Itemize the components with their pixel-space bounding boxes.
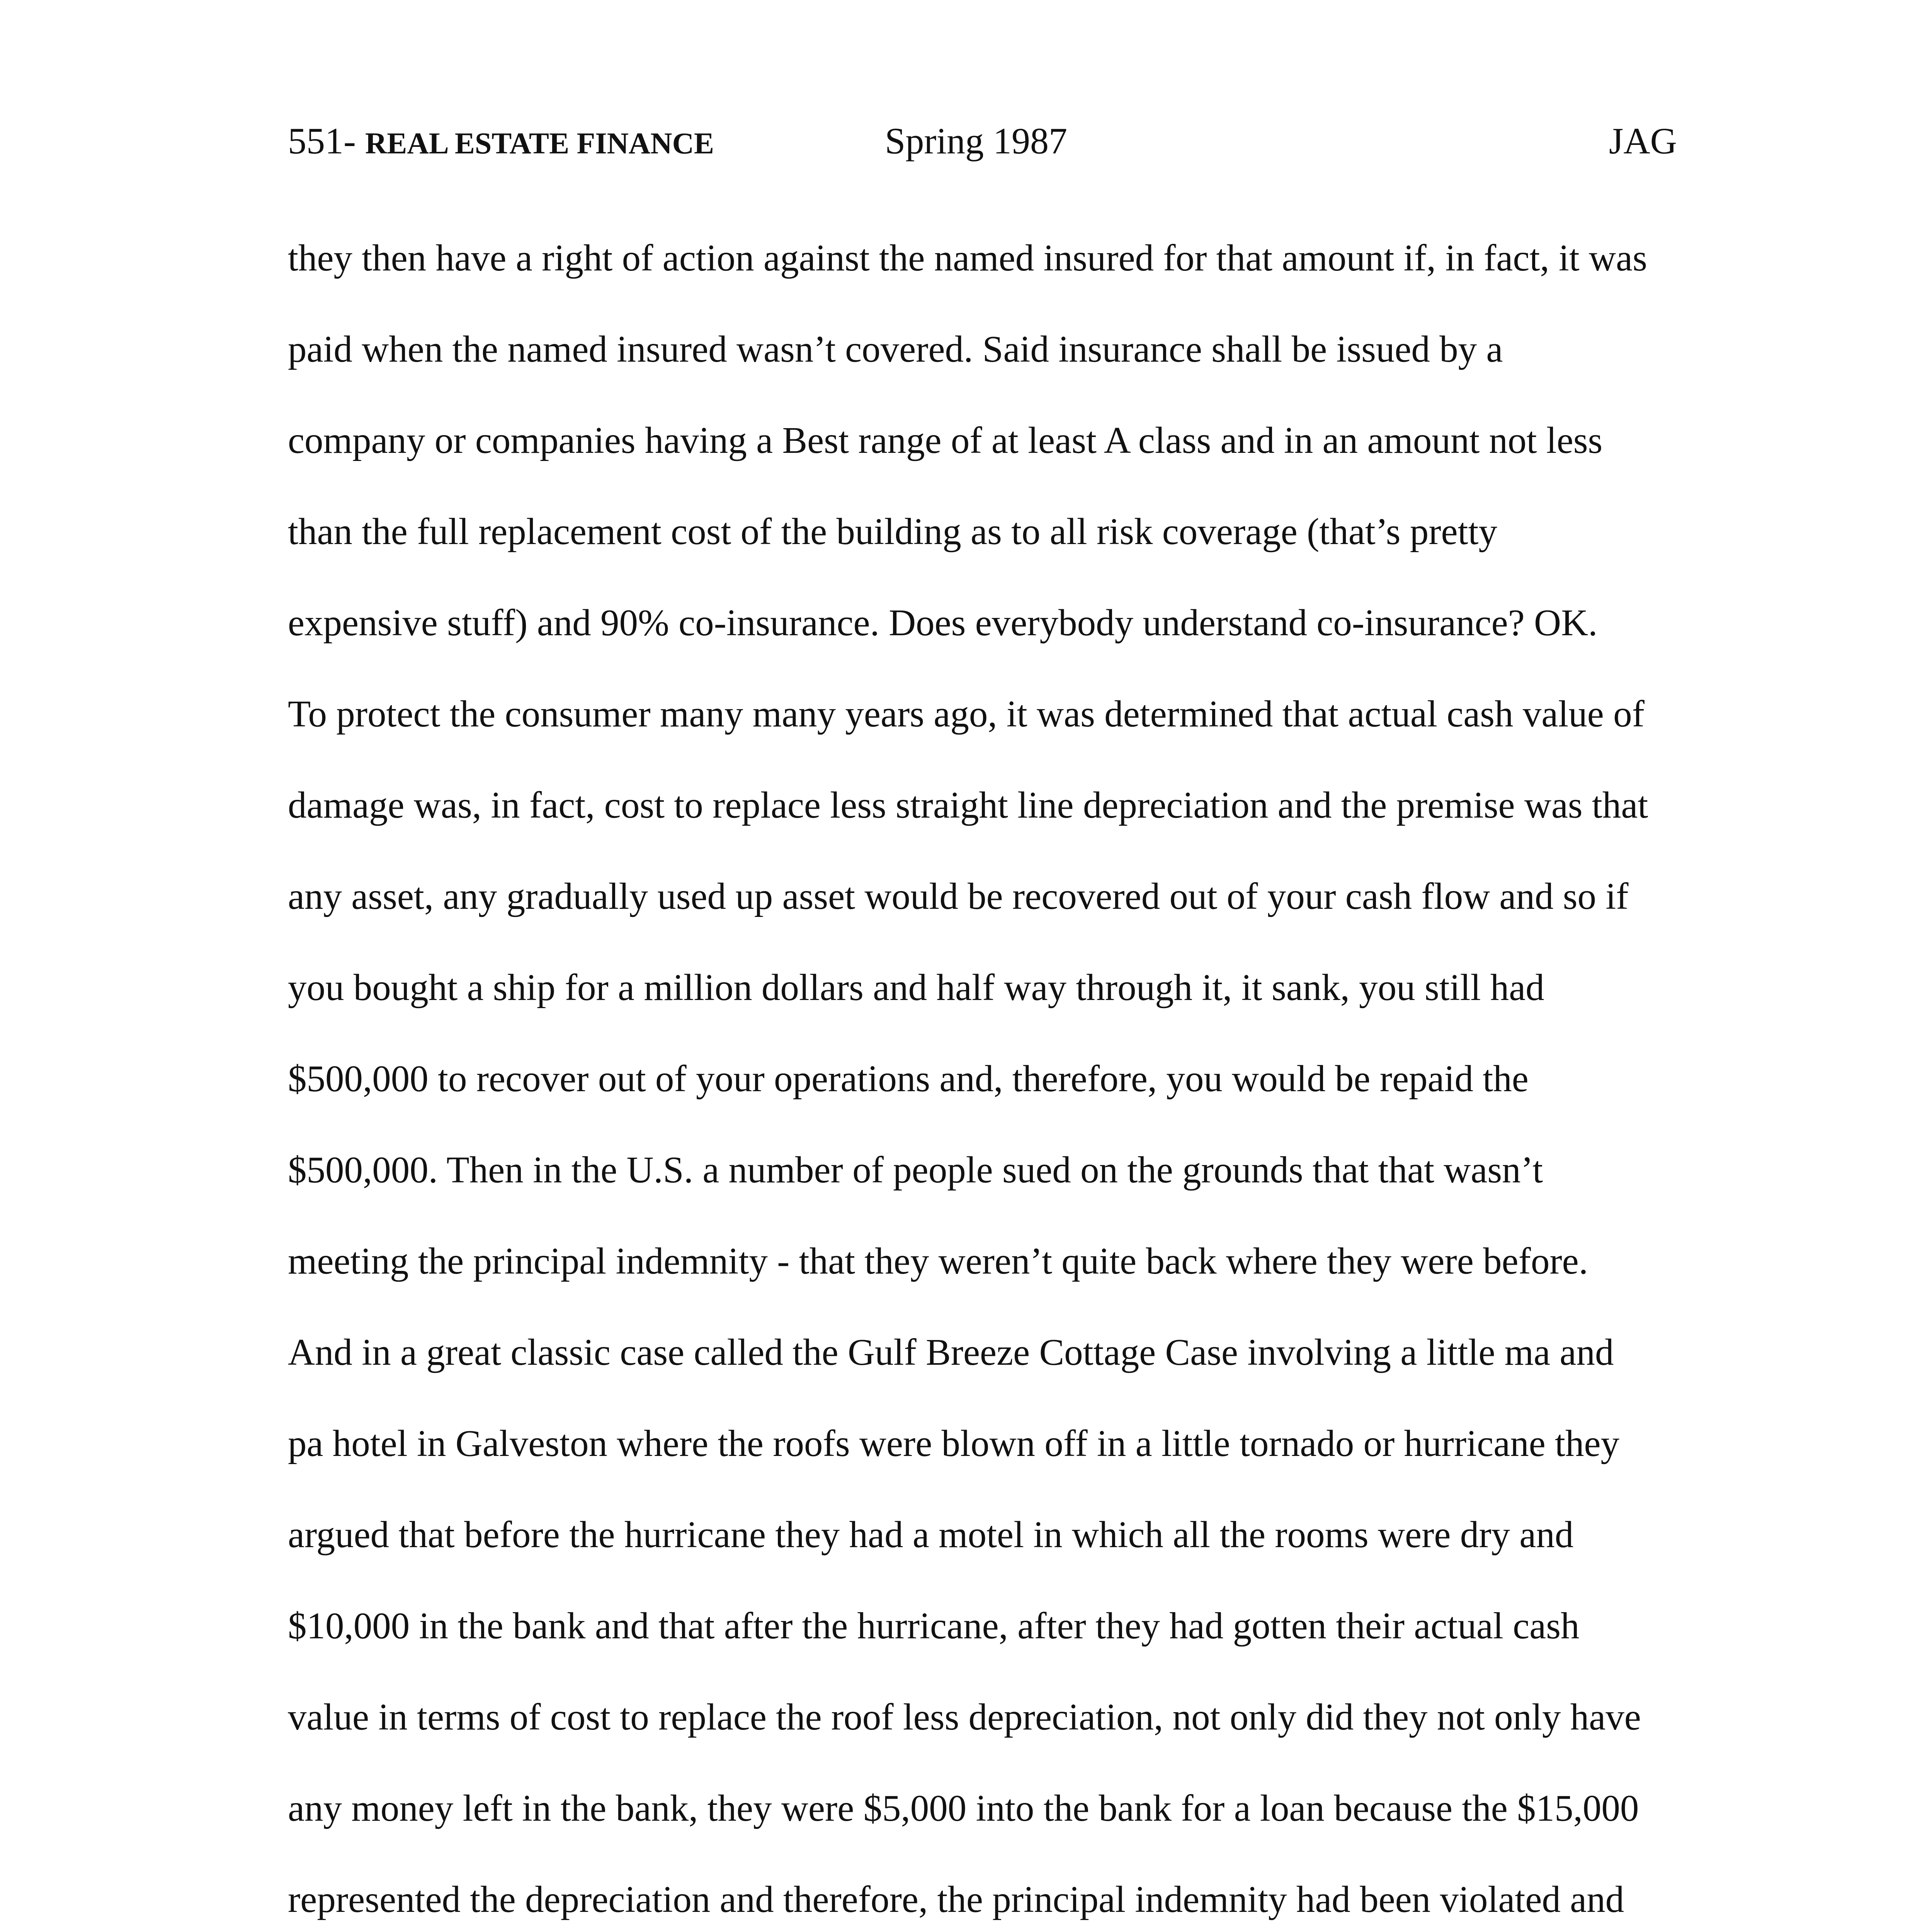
- text-line: than the full replacement cost of the building as to all risk coverage (that’s pretty: [288, 511, 1497, 552]
- text-line: $500,000. Then in the U.S. a number of people sued on the grounds that that wasn’t: [288, 1149, 1543, 1190]
- text-line: $10,000 in the bank and that after the hurricane, after they had gotten their actual cash: [288, 1605, 1580, 1646]
- text-line: And in a great classic case called the Gulf Breeze Cottage Case involving a little ma and: [288, 1332, 1614, 1373]
- text-line: they then have a right of action against the named insured for that amount if, in fact, it was: [288, 237, 1647, 279]
- header-course: [288, 116, 714, 168]
- body-text: [288, 231, 1679, 1932]
- text-line: represented the depreciation and therefore, the principal indemnity had been violated and: [288, 1879, 1624, 1920]
- text-line: company or companies having a Best range of at least A class and in an amount not less: [288, 420, 1603, 461]
- header-initials: JAG: [1609, 120, 1677, 162]
- course-title: REAL ESTATE FINANCE: [365, 126, 714, 160]
- text-line: meeting the principal indemnity - that they weren’t quite back where they were before.: [288, 1240, 1588, 1282]
- text-line: expensive stuff) and 90% co-insurance. Does everybody understand co-insurance? OK.: [288, 602, 1598, 643]
- text-line: pa hotel in Galveston where the roofs were blown off in a little tornado or hurricane they: [288, 1423, 1620, 1464]
- text-line: damage was, in fact, cost to replace less straight line depreciation and the premise was that: [288, 784, 1648, 826]
- text-line: value in terms of cost to replace the roof less depreciation, not only did they not only have: [288, 1696, 1641, 1738]
- text-line: paid when the named insured wasn’t covered. Said insurance shall be issued by a: [288, 328, 1503, 370]
- text-line: argued that before the hurricane they had a motel in which all the rooms were dry and: [288, 1514, 1574, 1555]
- text-line: To protect the consumer many many years ago, it was determined that actual cash value of: [288, 693, 1645, 735]
- text-line: any money left in the bank, they were $5,000 into the bank for a loan because the $15,000: [288, 1787, 1639, 1829]
- text-line: $500,000 to recover out of your operations and, therefore, you would be repaid the: [288, 1058, 1529, 1099]
- text-line: you bought a ship for a million dollars and half way through it, it sank, you still had: [288, 967, 1544, 1008]
- course-number: 551-: [288, 120, 356, 162]
- text-line: any asset, any gradually used up asset would be recovered out of your cash flow and so if: [288, 876, 1629, 917]
- page-header: [288, 116, 1677, 166]
- header-term: Spring 1987: [885, 120, 1068, 162]
